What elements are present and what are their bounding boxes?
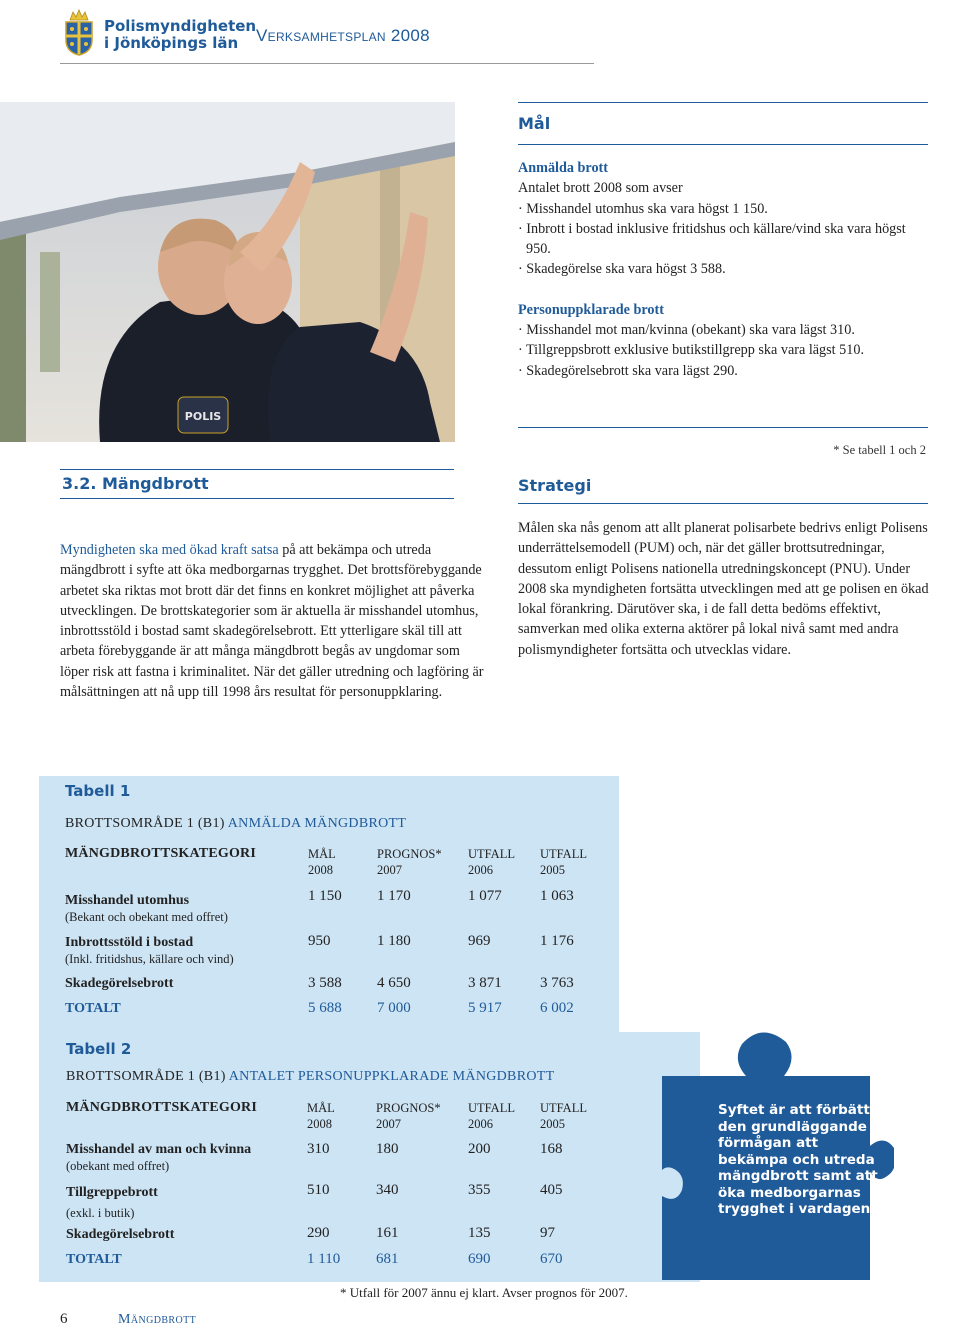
police-officers-photo [0, 102, 455, 442]
row-sublabel: (exkl. i butik) [66, 1206, 135, 1220]
column-name: MÅL [308, 847, 336, 861]
cleared-item: · Misshandel mot man/kvinna (obekant) ska vara lägst 310. [518, 322, 855, 339]
section-title: 3.2. Mängdbrott [62, 474, 209, 493]
table-cell: 1 077 [468, 888, 502, 904]
table-cell: 180 [376, 1141, 399, 1157]
column-header [468, 1100, 515, 1132]
column-header [308, 846, 336, 878]
org-line-1: Polismyndigheten [104, 17, 257, 35]
table-1 [39, 776, 619, 1032]
table-cell: 3 588 [308, 975, 342, 991]
footnote: * Utfall för 2007 ännu ej klart. Avser prognos för 2007. [340, 1285, 628, 1300]
subtitle-area: BROTTSOMRÅDE 1 (B1) [66, 1069, 226, 1084]
intro-text: på att bekämpa och utreda mängdbrott i syfte att öka medborgarnas trygghet. Det brottsförebyggande arbetet ska riktas mot brott där det finns en konkret möjlighet att påverka utvecklingen. De brottskategorier som är aktuella är misshandel utomhus, inbrottsstöld i bostad samt skadegörelsebrott. Ett ytterligare skäl till att arbeta förebyggande är att många mängdbrott begås av ungdomar som löper risk att fastna i kriminalitet. När det gäller utredning och lagföring är målsättningen att nå upp till 1998 års resultat för personuppklaring. [60, 542, 484, 701]
table-cell: 355 [468, 1182, 491, 1198]
column-year: 2007 [376, 1117, 401, 1131]
table-cell: 290 [307, 1225, 330, 1241]
column-year: 2005 [540, 1117, 565, 1131]
category-header: MÄNGDBROTTSKATEGORI [65, 846, 257, 861]
table-cell: 1 063 [540, 888, 574, 904]
total-label: TOTALT [66, 1252, 122, 1267]
reported-item: · Skadegörelse ska vara högst 3 588. [518, 261, 726, 278]
total-cell: 690 [468, 1251, 491, 1267]
goals-title: Mål [518, 114, 551, 133]
table-label: Tabell 2 [66, 1040, 132, 1058]
subtitle-area: BROTTSOMRÅDE 1 (B1) [65, 816, 225, 831]
table-cell: 1 176 [540, 933, 574, 949]
total-cell: 6 002 [540, 1000, 574, 1016]
table-row-label [66, 1183, 158, 1223]
cleared-item: · Skadegörelsebrott ska vara lägst 290. [518, 362, 738, 379]
reported-heading: Anmälda brott [518, 160, 608, 176]
row-sublabel: (obekant med offret) [66, 1159, 170, 1173]
table-2 [39, 1032, 700, 1282]
table-cell: 405 [540, 1182, 563, 1198]
column-year: 2006 [468, 1117, 493, 1131]
column-header [540, 846, 587, 878]
footer-section-name: Mängdbrott [118, 1312, 197, 1327]
total-cell: 670 [540, 1251, 563, 1267]
table-cell: 1 150 [308, 888, 342, 904]
table-cell: 168 [540, 1141, 563, 1157]
table-row-label [66, 1142, 251, 1174]
table-label: Tabell 1 [65, 782, 131, 800]
photo-badge-text: POLIS [184, 410, 222, 423]
table-cell: 3 871 [468, 975, 502, 991]
subtitle-topic: ANTALET PERSONUPPKLARADE MÄNGDBROTT [228, 1069, 555, 1084]
total-cell: 681 [376, 1251, 399, 1267]
table-row-label [65, 976, 173, 992]
divider [518, 144, 928, 145]
row-label: Skadegörelsebrott [66, 1227, 175, 1242]
column-name: UTFALL [540, 847, 587, 861]
total-cell: 5 917 [468, 1000, 502, 1016]
table-cell: 3 763 [540, 975, 574, 991]
reported-intro: Antalet brott 2008 som avser [518, 180, 683, 197]
strategy-title: Strategi [518, 476, 592, 495]
column-header [540, 1100, 587, 1132]
row-label: Inbrottsstöld i bostad [65, 935, 194, 950]
row-label: Misshandel av man och kvinna [66, 1142, 252, 1157]
table-cell: 510 [307, 1182, 330, 1198]
column-header [468, 846, 515, 878]
table-cell: 950 [308, 933, 331, 949]
table-row-label [66, 1227, 174, 1243]
cleared-item: · Tillgreppsbrott exklusive butikstillgrepp ska vara lägst 510. [518, 342, 864, 359]
table-cell: 200 [468, 1141, 491, 1157]
column-name: UTFALL [468, 847, 515, 861]
table-subtitle [66, 1069, 554, 1085]
column-name: UTFALL [540, 1101, 587, 1115]
row-sublabel: (Inkl. fritidshus, källare och vind) [65, 952, 234, 966]
organization-name [104, 18, 256, 52]
column-name: PROGNOS* [376, 1101, 441, 1115]
police-crest-icon [62, 8, 96, 56]
intro-lead: Myndigheten ska med ökad kraft satsa [60, 542, 279, 558]
goals-list [518, 158, 928, 381]
column-header [307, 1100, 335, 1132]
document-title: Verksamhetsplan 2008 [256, 26, 430, 45]
table-cell: 4 650 [377, 975, 411, 991]
org-line-2: i Jönköpings län [104, 34, 239, 52]
column-year: 2008 [308, 863, 333, 877]
divider [518, 427, 928, 428]
row-sublabel: (Bekant och obekant med offret) [65, 910, 228, 924]
table-cell: 161 [376, 1225, 399, 1241]
section-heading-bar [60, 469, 454, 499]
divider [518, 102, 928, 103]
goals-note: * Se tabell 1 och 2 [833, 443, 926, 457]
total-cell: 7 000 [377, 1000, 411, 1016]
strategy-text: Målen ska nås genom att allt planerat polisarbete bedrivs enligt Polisens underrättelsemodell (PUM) och, när det gäller brottsutredningar, dessutom enligt Polisens nationella utredningskoncept (PNU). Under 2008 ska myndigheten fortsätta utvecklingen med att ge polisen en ökad lokal förankring. Därutöver ska, i de fall detta bedöms effektivt, samverkan med olika externa aktörer på lokal nivå samt med andra polismyndigheter fortsätta och utvecklas vidare. [518, 520, 929, 658]
total-cell: 5 688 [308, 1000, 342, 1016]
category-header: MÄNGDBROTTSKATEGORI [66, 1100, 258, 1115]
total-cell: 1 110 [307, 1251, 341, 1267]
table-cell: 310 [307, 1141, 330, 1157]
table-row-label [65, 935, 234, 967]
row-label: Misshandel utomhus [65, 893, 190, 908]
table-cell: 1 170 [377, 888, 411, 904]
column-header [377, 846, 442, 878]
intro-paragraph [60, 540, 490, 702]
cleared-heading: Personuppklarade brott [518, 301, 664, 318]
total-label: TOTALT [65, 1001, 121, 1016]
column-year: 2008 [307, 1117, 332, 1131]
divider [518, 503, 928, 504]
subtitle-topic: ANMÄLDA MÄNGDBROTT [227, 816, 407, 831]
column-year: 2005 [540, 863, 565, 877]
reported-item: · Misshandel utomhus ska vara högst 1 150. [518, 200, 768, 217]
column-name: MÅL [307, 1101, 335, 1115]
reported-item: · Inbrott i bostad inklusive fritidshus och källare/vind ska vara högst 950. [518, 220, 906, 258]
row-label: Tillgreppebrott [66, 1185, 158, 1200]
table-cell: 97 [540, 1225, 555, 1241]
table-row-label [65, 893, 228, 925]
table-cell: 340 [376, 1182, 399, 1198]
column-name: UTFALL [468, 1101, 515, 1115]
page-header [60, 6, 594, 64]
column-header [376, 1100, 441, 1132]
table-cell: 969 [468, 933, 491, 949]
column-year: 2006 [468, 863, 493, 877]
row-label: Skadegörelsebrott [65, 976, 174, 991]
page-number: 6 [60, 1311, 68, 1327]
column-year: 2007 [377, 863, 402, 877]
column-name: PROGNOS* [377, 847, 442, 861]
table-cell: 1 180 [377, 933, 411, 949]
photo-illustration [0, 102, 455, 442]
table-cell: 135 [468, 1225, 491, 1241]
puzzle-text: Syftet är att förbättra den grundläggande förmågan att bekämpa och utreda mängdbrott samt att öka medborgarnas trygghet i vardagen. [718, 1102, 886, 1217]
table-subtitle [65, 816, 406, 832]
